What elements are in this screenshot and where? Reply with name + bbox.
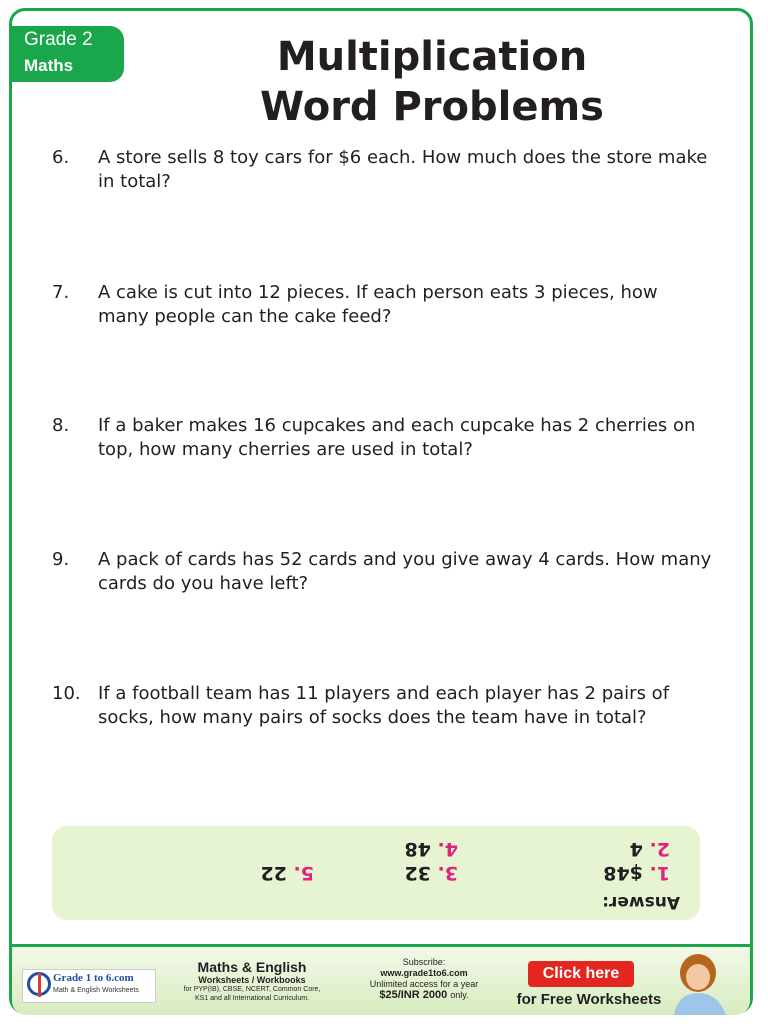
- answer-number: 3.: [437, 862, 458, 884]
- question-text: A cake is cut into 12 pieces. If each person eats 3 pieces, how many people can the cake feed?: [98, 282, 658, 327]
- price-suffix: only.: [450, 990, 469, 1000]
- subscribe-label: Subscribe:: [402, 957, 446, 967]
- question-text: If a baker makes 16 cupcakes and each cupcake has 2 cherries on top, how many cherries are used in total?: [98, 415, 696, 460]
- page-title-line-1: Multiplication: [276, 34, 588, 80]
- product-subheading: Worksheets / Workbooks: [198, 975, 306, 985]
- logo-tagline: Math & English Worksheets: [53, 987, 139, 994]
- answer-key-upside-down: [52, 826, 700, 920]
- question-text: If a football team has 11 players and each player has 2 pairs of socks, how many pairs of socks does the team have in total?: [98, 683, 670, 728]
- answer-value: $48: [603, 862, 643, 884]
- answer-number: 5.: [293, 862, 314, 884]
- answer-key-box: [52, 826, 700, 920]
- grade-label: Grade 2: [24, 29, 93, 50]
- page-title-line-2: Word Problems: [260, 84, 604, 130]
- answer-4: [404, 838, 458, 860]
- answer-1: [603, 862, 670, 884]
- answer-value: 48: [404, 838, 431, 860]
- question-text: A store sells 8 toy cars for $6 each. How much does the store make in total?: [98, 147, 708, 192]
- subscribe-url[interactable]: www.grade1to6.com: [380, 968, 468, 978]
- subscribe-price: [358, 990, 490, 1001]
- question-number: 6.: [52, 147, 70, 168]
- answer-value: 22: [260, 862, 287, 884]
- answer-number: 1.: [649, 862, 670, 884]
- answer-value: 32: [404, 862, 431, 884]
- question-number: 10.: [52, 683, 81, 704]
- curriculum-line-2: KS1 and all International Curriculum.: [194, 995, 309, 1002]
- answer-number: 4.: [437, 838, 458, 860]
- answer-5: [260, 862, 314, 884]
- free-worksheets-label: for Free Worksheets: [516, 991, 662, 1008]
- question-text: A pack of cards has 52 cards and you give away 4 cards. How many cards do you have left?: [98, 549, 712, 594]
- subscribe-info: [358, 957, 490, 1001]
- girl-photo-icon: [666, 953, 736, 1015]
- logo-icon: [27, 972, 51, 996]
- answer-value: 4: [629, 838, 643, 860]
- product-heading: Maths & English: [197, 959, 307, 975]
- price-value: $25/INR 2000: [379, 989, 448, 1001]
- subscribe-access: Unlimited access for a year: [369, 979, 479, 989]
- footer-banner: [12, 944, 750, 1015]
- curriculum-line-1: for PYP(IB), CBSE, NCERT, Common Core,: [183, 986, 321, 993]
- question-number: 8.: [52, 415, 70, 436]
- question-number: 9.: [52, 549, 70, 570]
- site-logo[interactable]: [22, 969, 156, 1003]
- grade-badge: [12, 26, 124, 82]
- click-here-button[interactable]: Click here: [528, 961, 634, 987]
- product-info: [180, 959, 324, 1003]
- answer-key-title: Answer:: [602, 892, 680, 912]
- answer-number: 2.: [649, 838, 670, 860]
- logo-name: Grade 1 to 6.com: [53, 972, 134, 984]
- answer-2: [630, 838, 670, 860]
- question-number: 7.: [52, 282, 70, 303]
- answer-3: [404, 862, 458, 884]
- subject-label: Maths: [24, 56, 74, 75]
